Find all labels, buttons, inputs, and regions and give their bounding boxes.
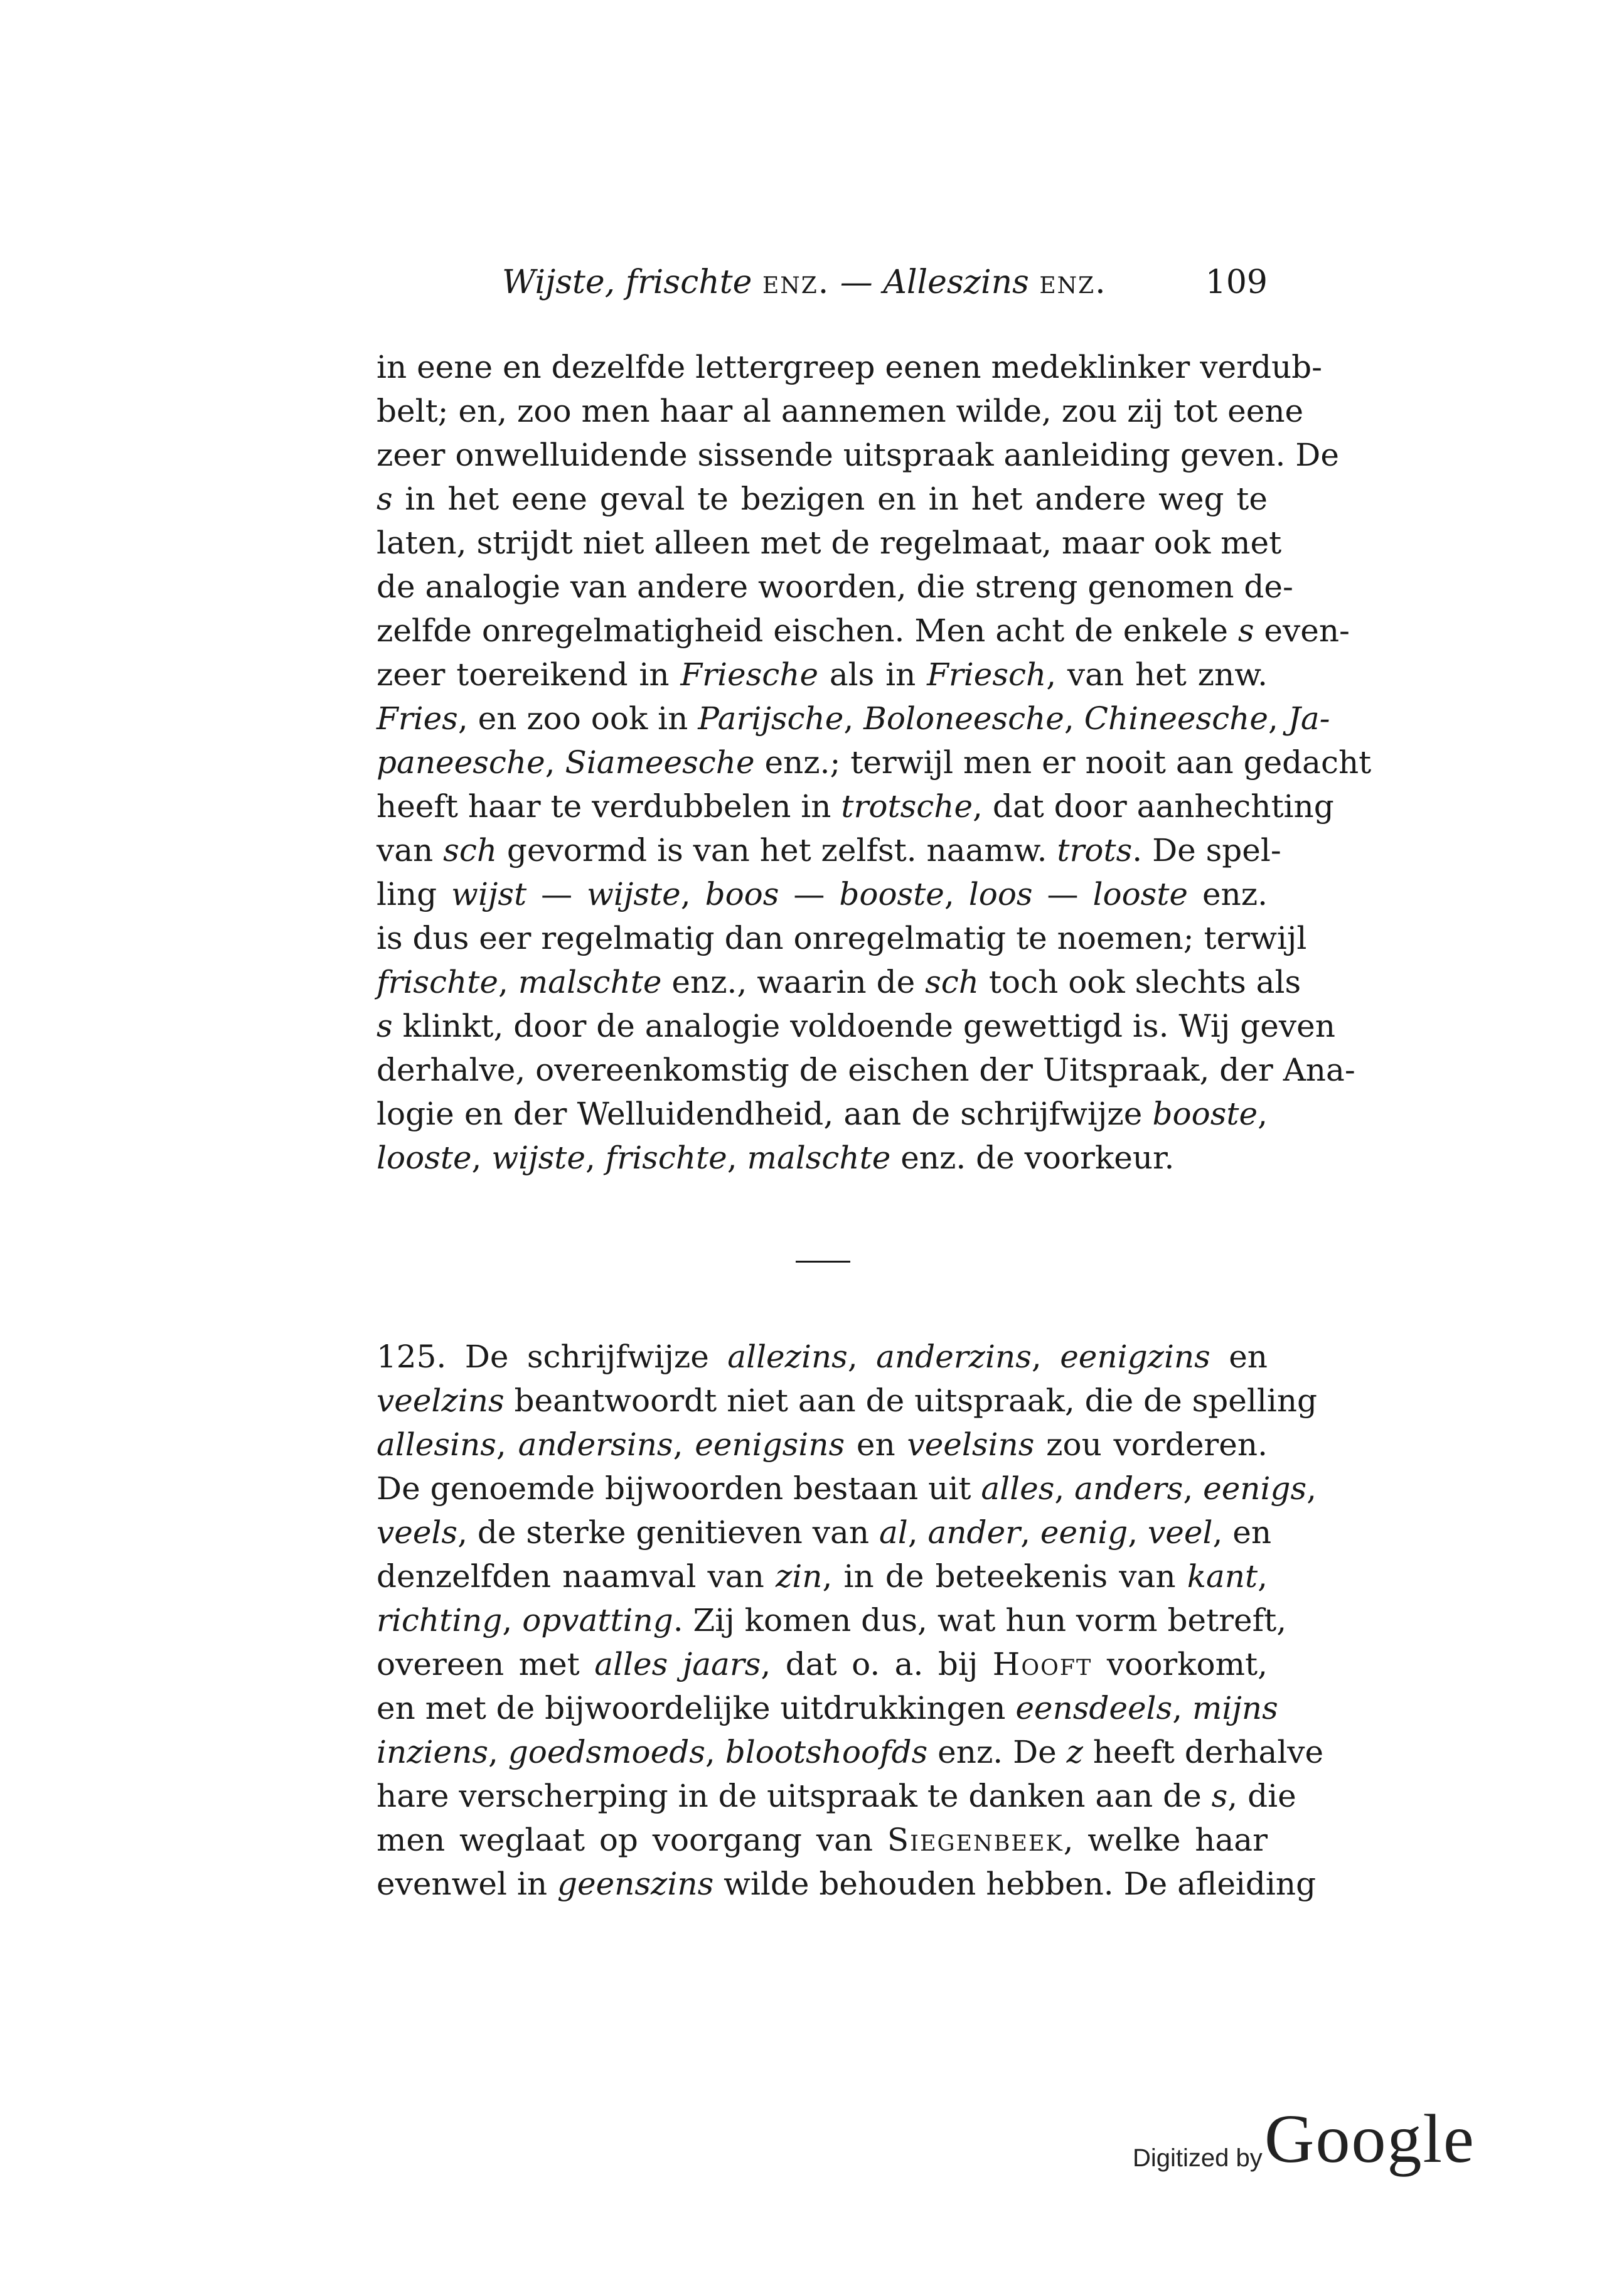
italic-term: Friesche [680, 656, 819, 693]
text-line [377, 653, 1268, 697]
text-line [377, 740, 1372, 784]
text-run: beantwoordt niet aan de uitspraak, die de spelling [504, 1382, 1318, 1419]
italic-term: frischte [605, 1140, 727, 1176]
text-line [377, 1642, 1268, 1686]
text-run: in eene en dezelfde lettergreep eenen medeklinker verdub- [377, 349, 1323, 385]
italic-term: wijste [491, 1140, 585, 1176]
italic-term: wijste [587, 876, 681, 912]
text-run: enz., waarin de [661, 964, 926, 1000]
text-line [377, 1598, 1287, 1642]
italic-term: kant [1187, 1558, 1258, 1595]
text-run: , [907, 1514, 928, 1551]
text-run: overeen met [377, 1646, 595, 1682]
text-line [377, 1048, 1355, 1092]
text-line [377, 1467, 1317, 1510]
header-title-b: Alleszins [883, 264, 1029, 301]
italic-term: veel [1148, 1514, 1213, 1551]
text-line [377, 960, 1301, 1004]
italic-term: Fries [377, 700, 458, 737]
text-run: laten, strijdt niet alleen met de regelmaat, maar ook met [377, 525, 1282, 561]
google-logo: Google [1264, 2100, 1475, 2177]
italic-term: malschte [747, 1140, 891, 1176]
paragraph-continuation [377, 345, 1372, 1180]
italic-term: loos [968, 876, 1033, 912]
text-run: en met de bijwoordelijke uitdrukkingen [377, 1690, 1016, 1726]
text-line [377, 697, 1330, 740]
text-run: Siegenbeek [887, 1822, 1064, 1858]
italic-term: s [377, 1008, 393, 1044]
text-run: gevormd is van het zelfst. naamw. [497, 832, 1057, 869]
text-run: , [680, 876, 705, 912]
text-run: evenwel in [377, 1866, 557, 1902]
text-run: , [1258, 1558, 1268, 1595]
italic-term: malschte [518, 964, 662, 1000]
italic-term: Parijsche [698, 700, 844, 737]
text-run: — [526, 876, 587, 912]
italic-term: veels [377, 1514, 458, 1551]
text-run: derhalve, overeenkomstig de eischen der Uitspraak, der Ana- [377, 1052, 1355, 1088]
text-run: , [847, 1339, 877, 1375]
text-run: , [585, 1140, 606, 1176]
text-line [377, 1818, 1268, 1862]
italic-term: ander [927, 1514, 1021, 1551]
text-run: , die [1227, 1778, 1296, 1814]
text-line [377, 389, 1304, 433]
text-run: , [705, 1734, 725, 1770]
text-run: , [1172, 1690, 1192, 1726]
italic-term: zin [775, 1558, 823, 1595]
text-run: hare verscherping in de uitspraak te danken aan de [377, 1778, 1212, 1814]
text-run: , [944, 876, 969, 912]
text-run: De schrijfwijze [446, 1339, 728, 1375]
text-run: zeer toereikend in [377, 656, 681, 693]
text-run: enz. [1188, 876, 1268, 912]
paragraph-number: 125. [377, 1339, 447, 1375]
header-title-a: Wijste, frischte [502, 264, 752, 301]
text-run: , [727, 1140, 747, 1176]
page-number: 109 [1205, 264, 1268, 301]
text-run: , [496, 1426, 518, 1463]
italic-term: trots [1057, 832, 1133, 869]
running-header [377, 257, 1268, 307]
italic-term: frischte [377, 964, 498, 1000]
italic-term: alles [981, 1470, 1055, 1507]
text-run: — [1032, 876, 1093, 912]
text-run: . Zij komen dus, wat hun vorm betreft, [673, 1602, 1287, 1638]
text-line [377, 1730, 1324, 1774]
text-line [377, 1423, 1268, 1467]
italic-term: Boloneesche [863, 700, 1064, 737]
italic-term: wijst [451, 876, 527, 912]
italic-term: z [1066, 1734, 1083, 1770]
text-run: , [1054, 1470, 1075, 1507]
italic-term: al [879, 1514, 908, 1551]
text-run: en [1210, 1339, 1268, 1375]
text-line [377, 1379, 1318, 1423]
text-run: , [545, 744, 565, 781]
italic-term: allesins [377, 1426, 496, 1463]
paragraph-125 [377, 1335, 1324, 1906]
digitization-watermark [1133, 2099, 1484, 2187]
text-run: enz. De [927, 1734, 1067, 1770]
italic-term: opvatting [522, 1602, 673, 1638]
header-enz-a: enz. [762, 264, 830, 301]
italic-term: eenigs [1203, 1470, 1307, 1507]
text-line [377, 477, 1268, 521]
italic-term: mijns [1192, 1690, 1278, 1726]
text-run: heeft derhalve [1083, 1734, 1324, 1770]
italic-term: s [1211, 1778, 1228, 1814]
italic-term: sch [443, 832, 498, 869]
text-run: zeer onwelluidende sissende uitspraak aanleiding geven. De [377, 437, 1339, 473]
text-run: ling [377, 876, 452, 912]
text-run: , van het znw. [1046, 656, 1268, 693]
section-divider [796, 1261, 850, 1263]
italic-term: eensdeels [1015, 1690, 1173, 1726]
text-run: , [502, 1602, 523, 1638]
text-line [377, 433, 1339, 477]
italic-term: richting [377, 1602, 503, 1638]
header-enz-b: enz. [1039, 264, 1107, 301]
text-line [377, 784, 1334, 828]
italic-term: andersins [518, 1426, 673, 1463]
text-run: van [377, 832, 444, 869]
text-line [377, 1862, 1317, 1906]
text-line [377, 1136, 1268, 1180]
italic-term: eenig [1040, 1514, 1128, 1551]
italic-term: allezins [727, 1339, 848, 1375]
text-run: enz. de voorkeur. [890, 1140, 1175, 1176]
text-run: , en zoo ook in [457, 700, 698, 737]
text-run: in het eene geval te bezigen en in het andere weg te [392, 481, 1268, 517]
text-run: De genoemde bijwoorden bestaan uit [377, 1470, 981, 1507]
text-run: klinkt, door de analogie voldoende gewettigd is. Wij geven [392, 1008, 1335, 1044]
italic-term: eenigzins [1060, 1339, 1210, 1375]
header-dash: — [840, 264, 873, 301]
text-run: , [1031, 1339, 1060, 1375]
text-run: de analogie van andere woorden, die streng genomen de- [377, 569, 1293, 605]
text-run: , [1183, 1470, 1204, 1507]
italic-term: looste [1092, 876, 1189, 912]
text-run: Hooft [992, 1646, 1092, 1682]
text-line [377, 1092, 1268, 1136]
italic-term: Siameesche [565, 744, 755, 781]
italic-term: veelzins [377, 1382, 505, 1419]
text-run: en [845, 1426, 907, 1463]
text-run: , dat door aanhechting [973, 788, 1334, 825]
text-line [377, 345, 1323, 389]
text-run: , dat o. a. bij [761, 1646, 993, 1682]
text-run: , [471, 1140, 492, 1176]
text-run: enz.; terwijl men er nooit aan gedacht [754, 744, 1372, 781]
italic-term: blootshoofds [725, 1734, 928, 1770]
italic-term: s [377, 481, 393, 517]
italic-term: paneesche [377, 744, 545, 781]
text-run: — [779, 876, 840, 912]
italic-term: boos [705, 876, 779, 912]
italic-term: trotsche [841, 788, 973, 825]
text-run: , [843, 700, 864, 737]
italic-term: booste [839, 876, 944, 912]
text-run: , [1258, 1096, 1268, 1132]
text-run: , [1020, 1514, 1040, 1551]
italic-term: veelsins [907, 1426, 1035, 1463]
text-line [377, 872, 1268, 916]
text-run: , [498, 964, 518, 1000]
italic-term: Friesch [927, 656, 1047, 693]
italic-term: goedsmoeds [508, 1734, 705, 1770]
text-run: belt; en, zoo men haar al aannemen wilde, zou zij tot eene [377, 393, 1304, 429]
text-run: wilde behouden hebben. De afleiding [713, 1866, 1317, 1902]
italic-term: looste [377, 1140, 472, 1176]
italic-term: Ja- [1288, 700, 1330, 737]
text-line [377, 565, 1293, 609]
text-run: men weglaat op voorgang van [377, 1822, 887, 1858]
text-line [377, 916, 1307, 960]
text-run: , welke haar [1063, 1822, 1268, 1858]
italic-term: sch [925, 964, 979, 1000]
text-line [377, 1510, 1272, 1554]
text-line [377, 828, 1281, 872]
text-run: , [1268, 700, 1288, 737]
text-run: , [673, 1426, 695, 1463]
text-run: zou vorderen. [1034, 1426, 1268, 1463]
text-run: denzelfden naamval van [377, 1558, 776, 1595]
text-line [377, 521, 1282, 565]
italic-term: eenigsins [695, 1426, 845, 1463]
text-line [377, 1686, 1278, 1730]
italic-term: s [1237, 612, 1254, 649]
text-run: , in de beteekenis van [822, 1558, 1187, 1595]
italic-term: alles jaars [594, 1646, 761, 1682]
text-run: is dus eer regelmatig dan onregelmatig te noemen; terwijl [377, 920, 1307, 956]
text-run: , de sterke genitieven van [457, 1514, 879, 1551]
text-line [377, 609, 1350, 653]
italic-term: Chineesche [1084, 700, 1268, 737]
text-line [377, 1004, 1335, 1048]
text-run: heeft haar te verdubbelen in [377, 788, 841, 825]
text-run: . De spel- [1132, 832, 1281, 869]
text-run: voorkomt, [1092, 1646, 1268, 1682]
italic-term: anderzins [876, 1339, 1032, 1375]
text-run: toch ook slechts als [979, 964, 1301, 1000]
text-run: , [1064, 700, 1084, 737]
italic-term: booste [1152, 1096, 1258, 1132]
running-title [502, 257, 1107, 307]
text-line [377, 1774, 1296, 1818]
text-run: , en [1212, 1514, 1272, 1551]
text-run: als in [818, 656, 927, 693]
text-run: , [1306, 1470, 1317, 1507]
text-run: zelfde onregelmatigheid eischen. Men acht de enkele [377, 612, 1238, 649]
text-line [377, 1554, 1268, 1598]
text-line [377, 1335, 1268, 1379]
text-run: even- [1254, 612, 1350, 649]
text-run: , [1128, 1514, 1148, 1551]
text-run: , [488, 1734, 508, 1770]
italic-term: inziens [377, 1734, 488, 1770]
digitized-by-label: Digitized by [1133, 2144, 1263, 2172]
italic-term: geenszins [557, 1866, 714, 1902]
text-run: logie en der Welluidendheid, aan de schrijfwijze [377, 1096, 1153, 1132]
italic-term: anders [1074, 1470, 1183, 1507]
